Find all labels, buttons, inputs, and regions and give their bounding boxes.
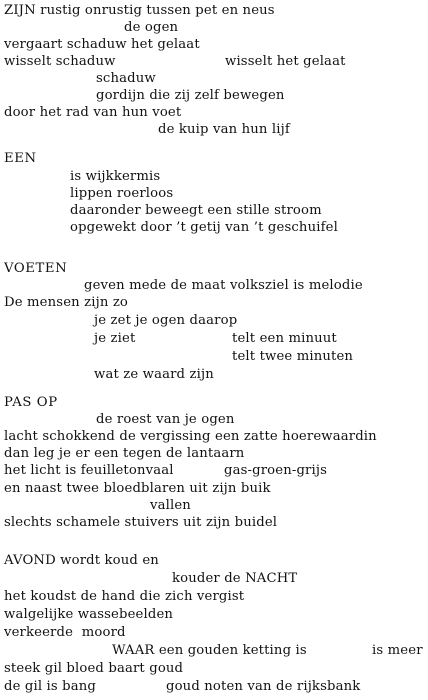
s2-line-3: lippen roerloos <box>70 186 174 201</box>
s3-line-7: wat ze waard zijn <box>94 367 214 382</box>
s5-line-5: verkeerde moord <box>4 625 126 640</box>
s5-line-7: steek gil bloed baart goud <box>4 661 184 676</box>
s2-line-4: daaronder beweegt een stille stroom <box>70 203 322 218</box>
s2-line-5: opgewekt door ’t getij van ’t geschuifel <box>70 220 338 235</box>
s2-line-1: EEN <box>4 151 37 166</box>
s4-line-7: vallen <box>150 498 191 513</box>
s3-line-2: geven mede de maat volksziel is melodie <box>84 278 363 293</box>
s1-line-2: de ogen <box>124 20 179 35</box>
s1-line-3: vergaart schaduw het gelaat <box>4 37 200 52</box>
s5-line-4: walgelijke wassebeelden <box>4 607 174 622</box>
s5-line-3: het koudst de hand die zich vergist <box>4 589 245 604</box>
s4-line-5b: gas-groen-grijs <box>224 463 328 478</box>
s1-line-8: de kuip van hun lijf <box>158 122 290 137</box>
s1-line-5: schaduw <box>96 71 156 86</box>
s3-line-4: je zet je ogen daarop <box>94 313 238 328</box>
s5-line-8b: goud noten van de rijksbank <box>166 679 361 694</box>
s3-line-3: De mensen zijn zo <box>4 295 129 310</box>
s4-line-5a: het licht is feuilletonvaal <box>4 463 174 478</box>
s5-line-8a: de gil is bang <box>4 679 97 694</box>
s4-line-1: PAS OP <box>4 395 58 410</box>
s1-line-6: gordijn die zij zelf bewegen <box>96 88 285 103</box>
s4-line-4: dan leg je er een tegen de lantaarn <box>4 446 245 461</box>
s3-line-5b: telt een minuut <box>232 331 337 346</box>
s4-line-2: de roest van je ogen <box>96 412 235 427</box>
s3-line-6: telt twee minuten <box>232 349 354 364</box>
s1-line-1: ZIJN rustig onrustig tussen pet en neus <box>4 3 275 18</box>
s1-line-4b: wisselt het gelaat <box>225 54 346 69</box>
s5-line-1: AVOND wordt koud en <box>4 553 159 568</box>
s5-line-6a: WAAR een gouden ketting is <box>112 643 307 658</box>
s4-line-6: en naast twee bloedblaren uit zijn buik <box>4 481 271 496</box>
s5-line-2: kouder de NACHT <box>172 571 298 586</box>
s1-line-4a: wisselt schaduw <box>4 54 116 69</box>
s1-line-7: door het rad van hun voet <box>4 105 182 120</box>
s3-line-5a: je ziet <box>94 331 136 346</box>
s2-line-2: is wijkkermis <box>70 169 161 184</box>
s4-line-8: slechts schamele stuivers uit zijn buidel <box>4 515 278 530</box>
s4-line-3: lacht schokkend de vergissing een zatte hoerewaardin <box>4 429 377 444</box>
s5-line-6b: is meer <box>372 643 423 658</box>
s3-line-1: VOETEN <box>4 261 68 276</box>
